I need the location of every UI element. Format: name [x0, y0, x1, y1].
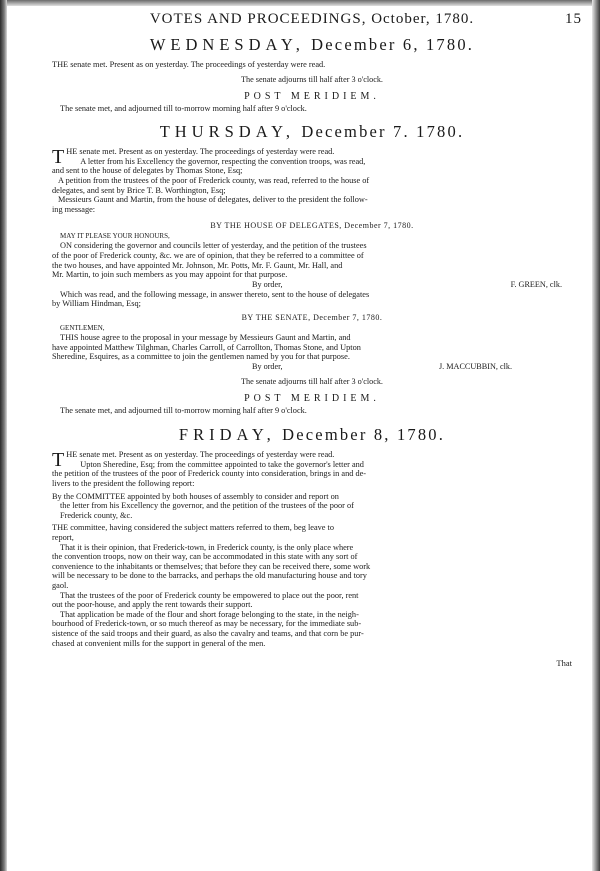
- report-line: will be necessary to be done to the barracks, and perhaps the old manufacturing house and tory: [52, 571, 367, 581]
- gentlemen-salutation: GENTLEMEN,: [60, 323, 105, 332]
- thursday-paragraph: [52, 147, 572, 214]
- signature-row: [52, 280, 572, 290]
- thursday-line: Messieurs Gaunt and Martin, from the house of delegates, deliver to the president the follow-: [58, 195, 368, 205]
- report-line: sistence of the said troops and their guard, as also the cavalry and teams, and that corn be pur-: [52, 628, 364, 638]
- thursday-adjourn: The senate adjourns till half after 3 o'clock.: [241, 376, 383, 386]
- senate-heading: BY THE SENATE, December 7, 1780.: [241, 312, 383, 322]
- text-column: [52, 4, 582, 669]
- friday-dropcap: T: [52, 450, 65, 472]
- by-order: By order,: [252, 279, 283, 289]
- friday-line: Upton Sheredine, Esq; from the committee appointed to take the governor's letter and: [80, 459, 364, 469]
- thursday-line: and sent to the house of delegates by Thomas Stone, Esq;: [52, 166, 243, 176]
- thursday-line: HE senate met. Present as on yesterday. The proceedings of yesterday were read.: [66, 147, 335, 157]
- friday-line: livers to the president the following report:: [52, 479, 195, 489]
- committee-report: [52, 523, 572, 648]
- report-line: the convention troops, now on their way, can be accommodated in this state with any sort of: [52, 552, 358, 562]
- senate-line: have appointed Matthew Tilghman, Charles Carroll, of Carrollton, Thomas Stone, and Upton: [52, 342, 361, 352]
- committee-line: the letter from his Excellency the governor, and the petition of the trustees of the poor of: [60, 501, 354, 511]
- running-head-title: VOTES AND PROCEEDINGS, October, 1780.: [149, 11, 475, 27]
- thursday-line: delegates, and sent by Brice T. B. Worthington, Esq;: [52, 185, 226, 195]
- thursday-day: THURSDAY,: [159, 122, 296, 142]
- report-line: That the trustees of the poor of Frederick county be empowered to place out the poor, rent: [60, 590, 359, 600]
- thursday-line: A petition from the trustees of the poor of Frederick county, was read, referred to the house of: [58, 175, 370, 185]
- friday-date: December 8, 1780.: [282, 425, 446, 445]
- senate-line: Sheredine, Esquires, as a committee to join the gentlemen named by you for that purpose.: [52, 352, 350, 362]
- report-line: THE committee, having considered the subject matters referred to them, beg leave to: [52, 523, 334, 533]
- thursday-pm-text: The senate met, and adjourned till to-morrow morning half after 9 o'clock.: [60, 405, 307, 415]
- thursday-line: A letter from his Excellency the governor, respecting the convention troops, was read,: [80, 156, 366, 166]
- friday-paragraph: [52, 450, 572, 488]
- by-order: By order,: [252, 361, 283, 371]
- message-line: Mr. Martin, to join such members as you may appoint for that purpose.: [52, 270, 288, 280]
- committee-heading: [52, 492, 572, 521]
- report-line: bourhood of Frederick-town, or so much thereof as may be necessary, for the immediate sub-: [52, 619, 362, 629]
- signature-row: [52, 362, 572, 372]
- report-line: report,: [52, 533, 74, 543]
- report-line: That application be made of the flour and short forage belonging to the state, in the neigh-: [60, 609, 359, 619]
- thursday-pm-heading: POST MERIDIEM.: [244, 392, 380, 404]
- friday-heading: [52, 424, 572, 446]
- wednesday-date: December 6, 1780.: [311, 35, 475, 54]
- reply-paragraph: [52, 290, 572, 309]
- thursday-date: December 7. 1780.: [301, 122, 465, 142]
- page-number: 15: [565, 11, 582, 27]
- delegates-message: [52, 241, 572, 279]
- signer-green: F. GREEN, clk.: [510, 279, 562, 289]
- wednesday-pm-heading: POST MERIDIEM.: [244, 90, 380, 102]
- committee-line: Frederick county, &c.: [60, 510, 133, 520]
- thursday-heading: [52, 121, 572, 143]
- wednesday-adjourn: The senate adjourns till half after 3 o'clock.: [241, 74, 383, 84]
- wednesday-heading: [52, 34, 572, 56]
- report-line: That it is their opinion, that Frederick-town, in Frederick county, is the only place where: [60, 542, 354, 552]
- senate-line: THIS house agree to the proposal in your message by Messieurs Gaunt and Martin, and: [60, 332, 351, 342]
- scan-shadow-right: [592, 0, 600, 871]
- reply-line: Which was read, and the following message, in answer thereto, sent to the house of delegates: [60, 289, 370, 299]
- friday-line: HE senate met. Present as on yesterday. The proceedings of yesterday were read.: [66, 450, 335, 460]
- message-line: the two houses, and have appointed Mr. Johnson, Mr. Potts, Mr. F. Gaunt, Mr. Hall, and: [52, 260, 343, 270]
- thursday-line: ing message:: [52, 204, 96, 214]
- senate-message: [52, 333, 572, 362]
- scan-shadow-left: [0, 0, 7, 871]
- wednesday-paragraph: THE senate met. Present as on yesterday. The proceedings of yesterday were read.: [52, 60, 326, 69]
- wednesday-pm-text: The senate met, and adjourned till to-morrow morning half after 9 o'clock.: [60, 103, 307, 113]
- message-line: ON considering the governor and councils letter of yesterday, and the petition of the trustees: [60, 241, 367, 251]
- friday-day: FRIDAY,: [178, 425, 276, 445]
- honours-salutation: MAY IT PLEASE YOUR HONOURS,: [60, 232, 170, 241]
- catchword-row: [52, 648, 572, 669]
- signer-maccubbin: J. MACCUBBIN, clk.: [438, 361, 512, 371]
- report-line: out the poor-house, and apply the rent towards their support.: [52, 600, 253, 610]
- catchword: That: [556, 658, 572, 669]
- reply-line: by William Hindman, Esq;: [52, 299, 141, 309]
- thursday-dropcap: T: [52, 147, 65, 169]
- running-head: [52, 4, 582, 34]
- report-line: convenience to the inhabitants or themselves; that before they can be received there, some work: [52, 561, 371, 571]
- delegates-heading: BY THE HOUSE OF DELEGATES, December 7, 1780.: [210, 221, 414, 231]
- message-line: of the poor of Frederick county, &c. we are of opinion, that they be referred to a committee of: [52, 250, 364, 260]
- wednesday-day: WEDNESDAY,: [149, 35, 305, 54]
- friday-line: the petition of the trustees of the poor of Frederick county into consideration, brings in and de-: [52, 469, 367, 479]
- report-line: chased at convenient mills for the support in general of the men.: [52, 638, 266, 648]
- committee-line: By the COMMITTEE appointed by both houses of assembly to consider and report on: [52, 491, 339, 501]
- report-line: gaol.: [52, 581, 69, 590]
